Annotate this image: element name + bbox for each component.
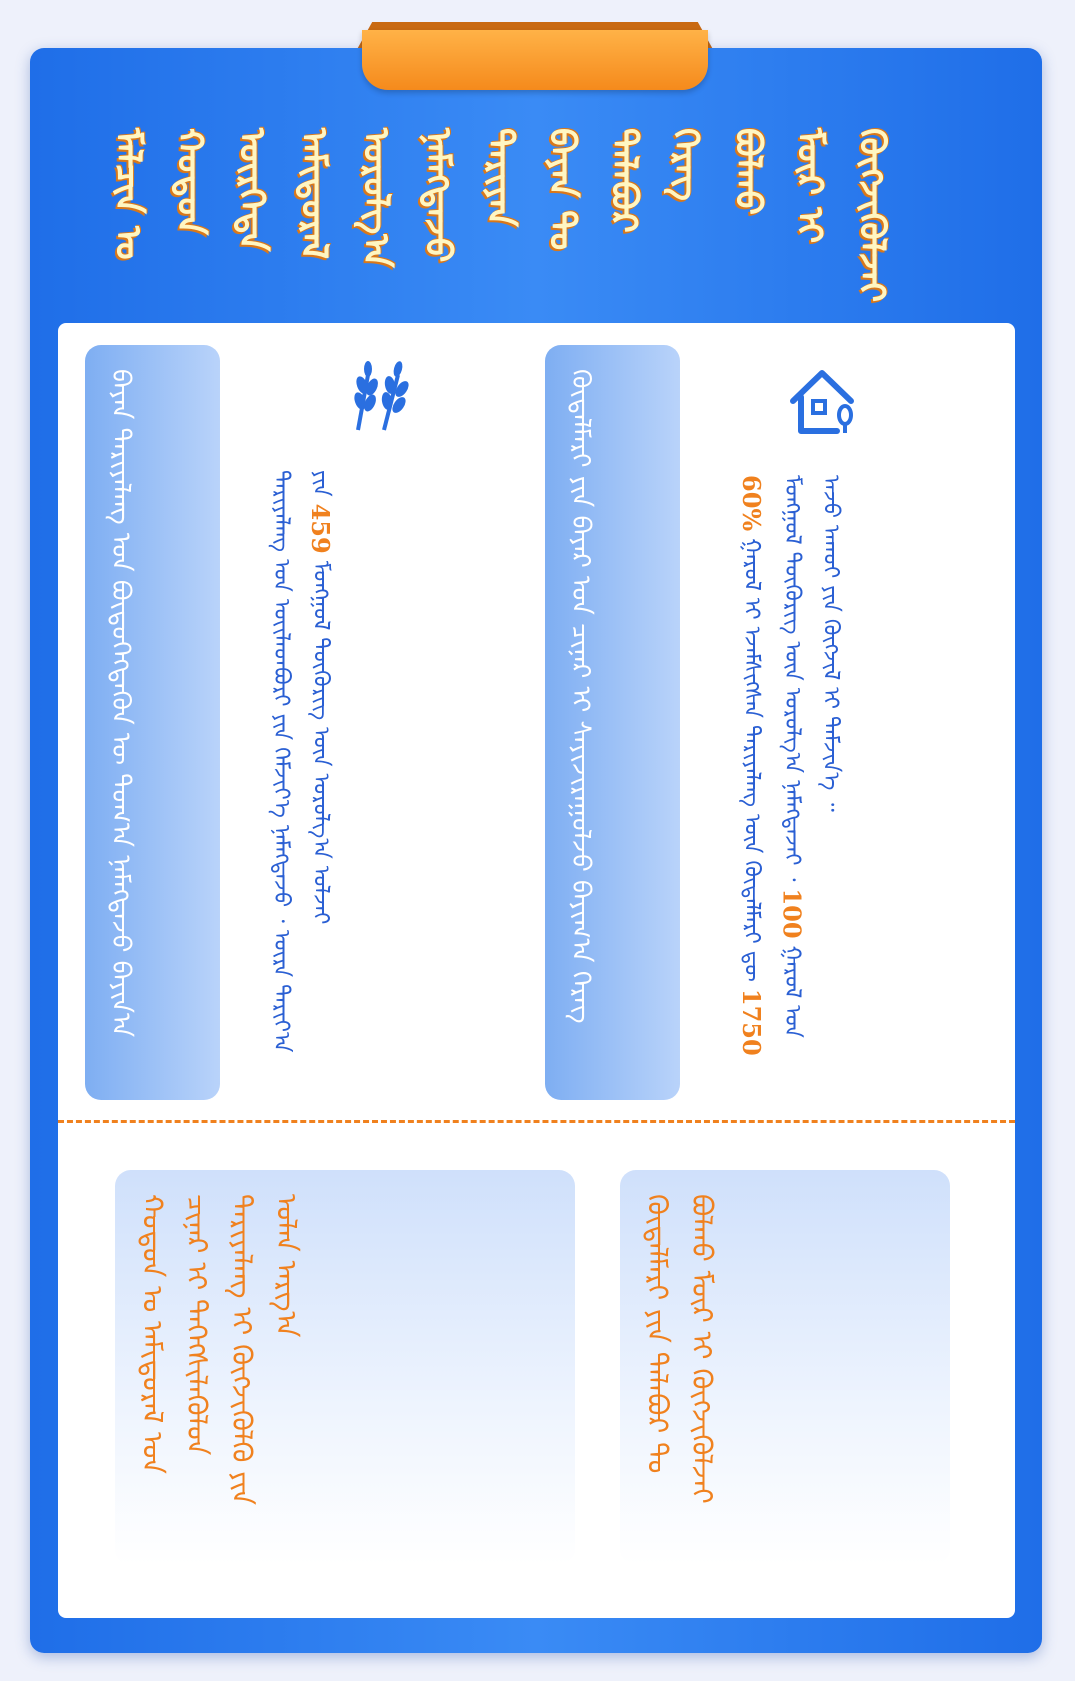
info-card-bottom-right <box>620 1170 950 1565</box>
card-label: ᠬᠥᠳᠡᠯᠮᠡᠷᠢ ᠶᠢᠨ ᠪᠠᠶᠠᠷ ᠤᠨ ᠴᠢᠨᠠᠷ ᠢ ᠰᠠᠶᠢᠵᠢᠷᠠᠭᠤᠯᠵᠤ ᠪᠠᠶᠢᠭ᠎ᠠ ᠬᠡᠷᠡᠭ <box>565 369 596 1024</box>
header-tab <box>362 30 708 90</box>
title-column: ᠬᠡᠷᠡᠭ <box>665 128 707 201</box>
body-text: ᠭᠠᠷᠤᠯ ᠤᠨ ᠠᠵᠤ ᠠᠬᠤᠢ ᠶᠢᠨ ᠬᠥᠭᠵᠢᠯ ᠢ ᠳᠡᠮᠵᠢᠨ᠎ᠡ ᠃ <box>779 475 843 1038</box>
highlight-percent: 60% <box>736 475 766 532</box>
title-column: ᠨᠡᠮᠡᠭᠳᠡᠵᠦ <box>417 128 459 263</box>
body-text: ᠮᠣᠩᠭᠣᠯ ᠲᠥᠭᠦᠷᠢᠭ ᠦᠨ ᠣᠷᠣᠯᠭ᠎ᠠ ᠣᠯᠵᠠᠢ <box>308 560 334 925</box>
title-column: ᠬᠣᠳᠣᠨ <box>169 128 211 236</box>
title-column: ᠪᠠᠶᠠᠨ ᠲᠤ <box>541 128 583 251</box>
poster-title <box>107 118 965 328</box>
title-column: ᠮᠠᠯᠴᠢᠨ ᠤ <box>107 128 149 260</box>
info-card-right <box>545 345 680 1100</box>
body-text-right <box>730 475 849 1080</box>
highlight-number: 100 <box>777 888 807 939</box>
card-label: ᠬᠣᠳᠣᠨ ᠤ ᠠᠮᠢᠳᠤᠷᠠᠯ ᠤᠨ ᠴᠢᠨᠠᠷ ᠢ ᠳᠡᠭᠡᠭᠰᠢᠯᠡᠭᠦᠯᠦᠨ ᠲᠠᠷᠢᠶᠠᠯᠠᠩ ᠢ ᠬᠥᠭᠵᠢᠭᠦᠯᠬᠦ ᠶᠢᠨ ᠣᠯᠠᠨ ᠠᠷᠭ᠎ᠠ <box>135 1194 304 1506</box>
info-card-bottom-left <box>115 1170 575 1565</box>
info-card-left <box>85 345 220 1100</box>
wheat-icon <box>340 355 420 435</box>
section-divider <box>58 1120 1015 1123</box>
title-column: ᠲᠠᠷᠢᠶᠠᠨ <box>479 128 521 227</box>
house-icon <box>785 365 860 440</box>
body-text: ᠭᠠᠷᠤᠯ ᠢ ᠡᠵᠡᠮᠰᠢᠭᠰᠡᠨ ᠲᠠᠷᠢᠶᠠᠯᠠᠩ ᠦᠨ ᠬᠥᠳᠡᠯᠮᠡᠷᠢ ᠳᠦ <box>738 538 764 982</box>
title-column: ᠬᠥᠭᠵᠢᠭᠦᠯᠵᠡᠢ <box>851 128 893 303</box>
card-label: ᠪᠠᠶᠠᠨ ᠲᠠᠷᠢᠶᠠᠯᠠᠩ ᠤᠨ ᠪᠦᠲᠦᠭᠡᠭᠳᠡᠬᠦᠨ ᠦ ᠲᠣᠭ᠎ᠠ ᠨᠡᠮᠡᠭᠳᠡᠵᠦ ᠪᠠᠶᠢᠨ᠎ᠠ <box>105 369 136 1038</box>
body-text: ᠲᠠᠷᠢᠶᠠᠯᠠᠩ ᠤᠨ ᠦᠢᠯᠡᠳᠪᠦᠷᠢ ᠶᠢᠨ ᠬᠡᠮᠵᠢᠶ᠎ᠡ ᠨᠡᠮᠡᠭᠳᠡᠵᠦ ᠂ ᠦᠷᠡ ᠲᠠᠷᠢᠶ᠎ᠠ ᠶᠢᠨ <box>268 470 334 1053</box>
title-column: ᠥᠷᠬᠡᠳᠡ <box>231 128 273 252</box>
title-column: ᠮᠥᠷ ᠢ <box>789 128 831 244</box>
title-column: ᠲᠠᠯᠠᠪᠤᠷ <box>603 128 645 233</box>
highlight-number: 1750 <box>736 988 766 1056</box>
highlight-number: 459 <box>306 503 336 554</box>
title-column: ᠠᠮᠢᠳᠤᠷᠠᠯ <box>293 128 335 260</box>
body-text-left <box>262 470 340 1080</box>
body-text: ᠮᠣᠩᠭᠣᠯ ᠲᠥᠭᠦᠷᠢᠭ ᠦᠨ ᠣᠷᠣᠯᠭ᠎ᠠ ᠨᠡᠮᠡᠭᠳᠡᠵᠡᠢ ᠂ <box>779 475 805 882</box>
card-label: ᠬᠥᠳᠡᠯᠮᠡᠷᠢ ᠶᠢᠨ ᠲᠠᠯᠠᠪᠤᠷ ᠲᠤ ᠪᠣᠯᠬᠤ ᠮᠥᠷ ᠢ ᠬᠥᠭᠵᠢᠭᠦᠯᠵᠡᠢ <box>640 1194 719 1504</box>
title-column: ᠪᠣᠯᠬᠤ <box>727 128 769 216</box>
title-column: ᠣᠷᠣᠯᠭ᠎ᠠ <box>355 128 397 268</box>
